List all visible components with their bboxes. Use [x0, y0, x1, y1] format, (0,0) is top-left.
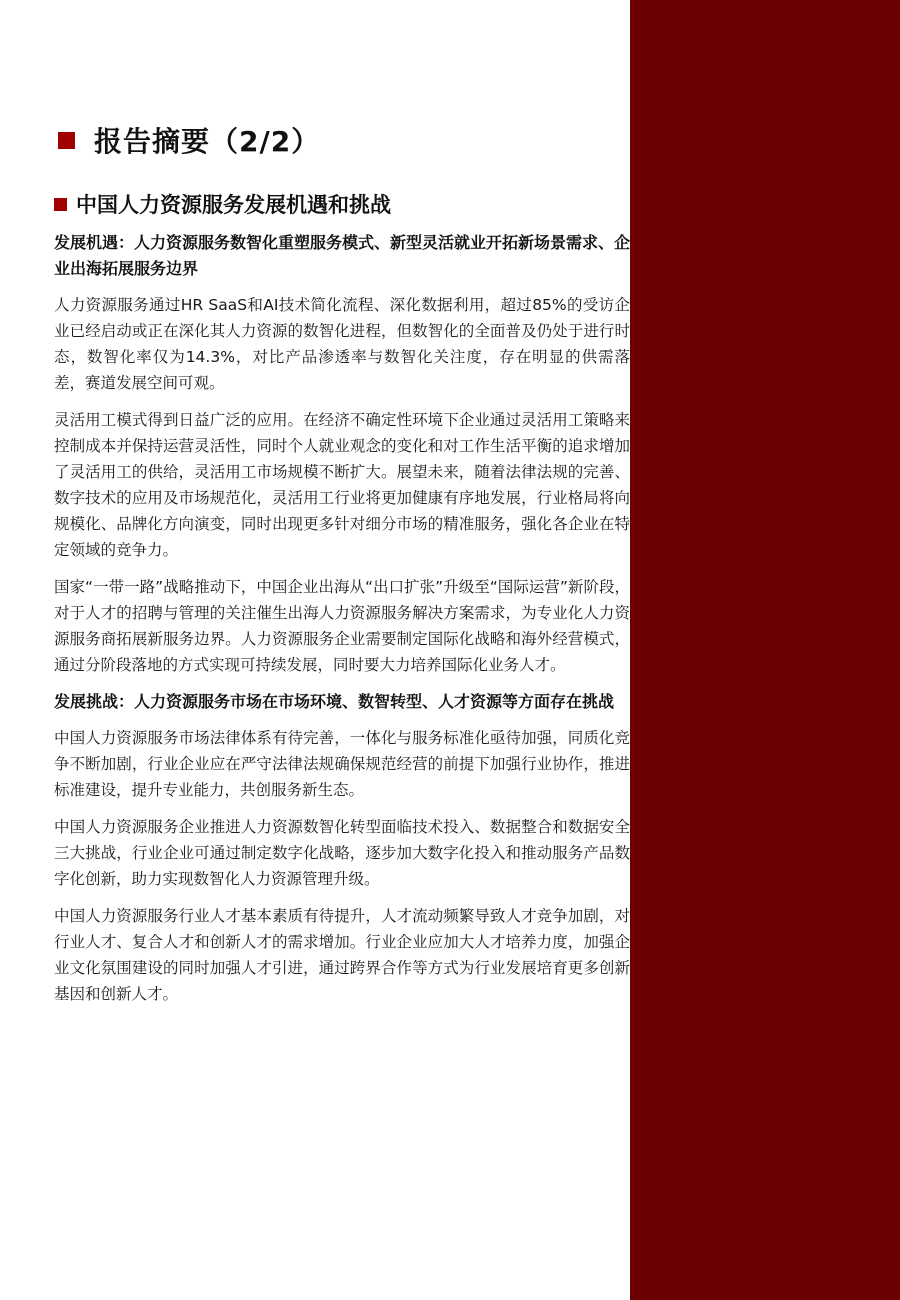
title-bullet-icon	[58, 132, 75, 149]
report-body	[54, 230, 630, 1018]
opportunity-paragraph: 国家“一带一路”战略推动下，中国企业出海从“出口扩张”升级至“国际运营”新阶段，对于人才的招聘与管理的关注催生出海人力资源服务解决方案需求，为专业化人力资源服务商拓展新服务边界。人力资源服务企业需要制定国际化战略和海外经营模式，通过分阶段落地的方式实现可持续发展，同时要大力培养国际化业务人才。	[54, 578, 630, 674]
challenge-paragraph: 中国人力资源服务企业推进人力资源数智化转型面临技术投入、数据整合和数据安全三大挑战，行业企业可通过制定数字化战略，逐步加大数字化投入和推动服务产品数字化创新，助力实现数智化人力资源管理升级。	[54, 818, 630, 888]
right-decorative-band	[630, 0, 900, 1300]
section-title-row	[54, 189, 391, 219]
opportunity-heading: 发展机遇：人力资源服务数智化重塑服务模式、新型灵活就业开拓新场景需求、企业出海拓展服务边界	[54, 233, 631, 278]
challenge-paragraph: 中国人力资源服务市场法律体系有待完善，一体化与服务标准化亟待加强，同质化竞争不断加剧，行业企业应在严守法律法规确保规范经营的前提下加强行业协作，推进标准建设，提升专业能力，共创服务新生态。	[54, 729, 630, 799]
page-title: 报告摘要（2/2）	[94, 125, 321, 158]
challenge-paragraph: 中国人力资源服务行业人才基本素质有待提升，人才流动频繁导致人才竞争加剧，对行业人才、复合人才和创新人才的需求增加。行业企业应加大人才培养力度，加强企业文化氛围建设的同时加强人才引进，通过跨界合作等方式为行业发展培育更多创新基因和创新人才。	[54, 907, 630, 1003]
section-title: 中国人力资源服务发展机遇和挑战	[76, 193, 391, 217]
challenge-heading: 发展挑战：人力资源服务市场在市场环境、数智转型、人才资源等方面存在挑战	[54, 692, 615, 711]
opportunity-paragraph: 灵活用工模式得到日益广泛的应用。在经济不确定性环境下企业通过灵活用工策略来控制成本并保持运营灵活性，同时个人就业观念的变化和对工作生活平衡的追求增加了灵活用工的供给，灵活用工市场规模不断扩大。展望未来，随着法律法规的完善、数字技术的应用及市场规范化，灵活用工行业将更加健康有序地发展，行业格局将向规模化、品牌化方向演变，同时出现更多针对细分市场的精准服务，强化各企业在特定领域的竞争力。	[54, 411, 630, 559]
section-bullet-icon	[54, 198, 67, 211]
opportunity-paragraph: 人力资源服务通过HR SaaS和AI技术简化流程、深化数据利用，超过85%的受访企业已经启动或正在深化其人力资源的数智化进程，但数智化的全面普及仍处于进行时态，数智化率仅为14.3%，对比产品渗透率与数智化关注度，存在明显的供需落差，赛道发展空间可观。	[54, 296, 630, 392]
page-title-row	[58, 120, 320, 160]
